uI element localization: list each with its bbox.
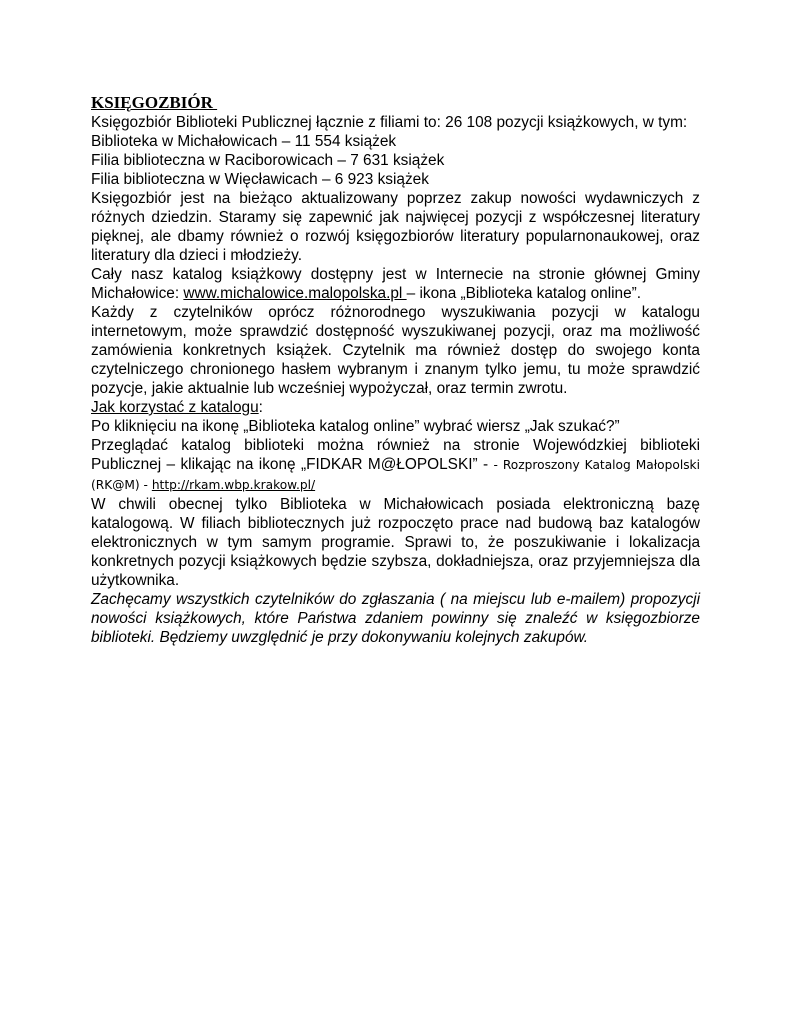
regional-catalog-name: - Rozproszony Katalog Małopolski (RK@M) - <box>91 458 700 492</box>
howto-step: Po kliknięciu na ikonę „Biblioteka katalog online” wybrać wiersz „Jak szukać?” <box>91 418 620 435</box>
catalog-text-after: – ikona „Biblioteka katalog online”. <box>406 285 642 302</box>
branch-count-wieclawice: Filia biblioteczna w Więcławicach – 6 923 książek <box>91 171 429 188</box>
paragraph-branch-catalogs: W chwili obecnej tylko Biblioteka w Michałowicach posiada elektroniczną bazę katalogową. W filiach bibliotecznych już rozpoczęto prace nad budową baz katalogów elektronicznych w tym samym programie. Sprawi to, że poszukiwanie i lokalizacja konkretnych pozycji książkowych będzie szybsza, dokładniejsza, oraz przyjemniejsza dla użytkownika. <box>91 496 700 589</box>
paragraph-online-catalog <box>91 265 700 303</box>
howto-colon: : <box>258 399 263 416</box>
summary-intro: Księgozbiór Biblioteki Publicznej łącznie z filiami to: 26 108 pozycji książkowych, w tym: <box>91 114 688 131</box>
document-page <box>91 93 700 647</box>
catalog-text-before: Cały nasz katalog książkowy dostępny jest w Internecie na stronie głównej Gminy Michałowice: <box>91 266 700 302</box>
branch-count-michalowice: Biblioteka w Michałowicach – 11 554 książek <box>91 133 397 150</box>
page-title: KSIĘGOZBIÓR <box>91 93 218 112</box>
paragraph-regional-catalog <box>91 436 700 495</box>
regional-text-before: Przeglądać katalog biblioteki można również na stronie Wojewódzkiej biblioteki Publicznej – klikając na ikonę „FIDKAR M@ŁOPOLSKI” - <box>91 437 700 473</box>
paragraph-collection-update: Księgozbiór jest na bieżąco aktualizowany poprzez zakup nowości wydawniczych z różnych dziedzin. Staramy się zapewnić jak najwięcej pozycji z współczesnej literatury pięknej, ale dbamy również o rozwój księgozbiorów literatury popularnonaukowej, oraz literatury dla dzieci i młodzieży. <box>91 190 700 264</box>
howto-label: Jak korzystać z katalogu <box>91 399 259 416</box>
paragraph-reader-account: Każdy z czytelników oprócz różnorodnego wyszukiwania pozycji w katalogu internetowym, może sprawdzić dostępność wyszukiwanej pozycji, oraz ma możliwość zamówienia konkretnych książek. Czytelnik ma również dostęp do swojego konta czytelniczego chronionego hasłem wybranym i znanym tylko jemu, tu może sprawdzić pozycje, jakie aktualnie lub wcześniej wypożyczał, oraz termin zwrotu. <box>91 304 700 397</box>
rkam-link[interactable]: http://rkam.wbp.krakow.pl/ <box>151 478 316 492</box>
branch-count-raciborowice: Filia biblioteczna w Raciborowicach – 7 631 książek <box>91 152 445 169</box>
howto-heading <box>91 398 700 417</box>
michalowice-website-link[interactable]: www.michalowice.malopolska.pl <box>183 285 407 302</box>
paragraph-suggestions-invite: Zachęcamy wszystkich czytelników do zgłaszania ( na miejscu lub e-mailem) propozycji nowości książkowych, które Państwa zdaniem powinny się znaleźć w księgozbiorze biblioteki. Będziemy uwzględnić je przy dokonywaniu kolejnych zakupów. <box>91 591 700 646</box>
